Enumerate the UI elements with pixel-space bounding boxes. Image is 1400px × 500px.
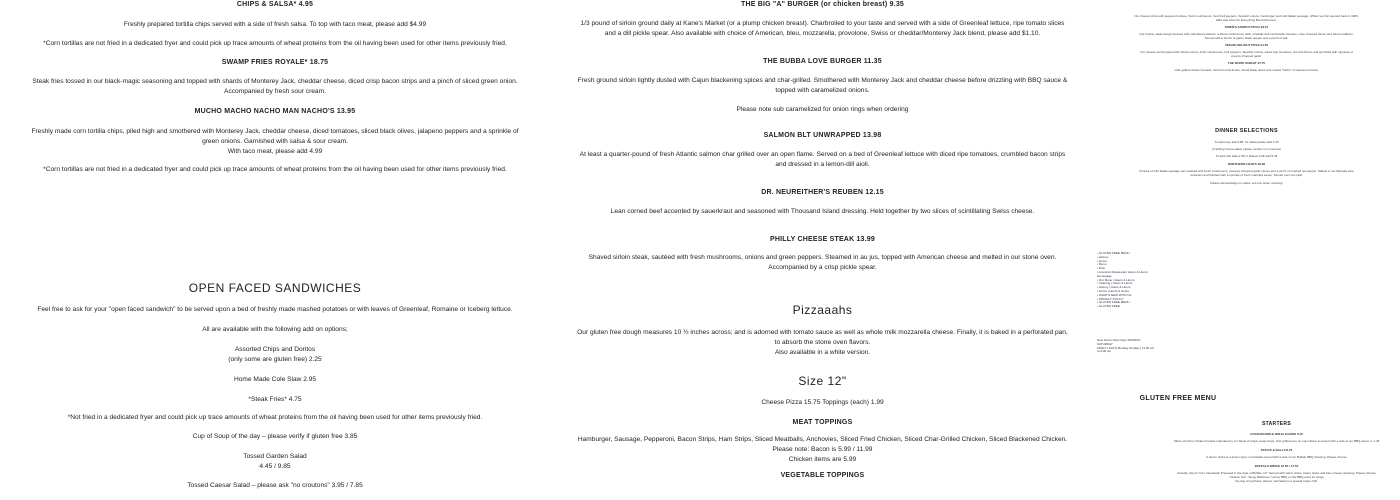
pizza-description: Our gluten free dough measures 10 ½ inches across; and is adorned with tomato sauce as well as whole milk mozzarella cheese. Finally, it is baked in a perforated pan, bbox=[577, 329, 1068, 336]
chips-salsa-description: Freshly prepared tortilla chips served with a side of fresh salsa. To top with taco meat, please add $4.99 bbox=[123, 21, 427, 28]
corn-tortilla-note-2: *Corn tortillas are not fried in a dedicated fryer and could pick up trace amounts of wheat proteins from the oil having been used for other items previously fried. bbox=[43, 166, 507, 173]
salmon-blt-heading: SALMON BLT UNWRAPPED 13.98 bbox=[763, 132, 882, 139]
dinner-selections-heading: DINNER SELECTIONS bbox=[1215, 128, 1278, 134]
chips-salsa-heading: CHIPS & SALSA* 4.95 bbox=[236, 1, 314, 8]
big-a-burger-description: 1/3 pound of sirloin ground daily at Kane's Market (or a plump chicken breast). Charbroiled to your taste and served with a side of Greenleaf lettuce, ripe tomato slices bbox=[580, 20, 1065, 27]
starters-block bbox=[1153, 421, 1400, 483]
tiny-line: Our cheese pizza with pepperoni slices, fresh mushrooms, fresh bell peppers, Spanish onions, hamburger and mild Italian sausage. (When we first opened back in 1984, bbox=[1134, 14, 1359, 18]
add-on-options: All are available with the following add on options; bbox=[202, 326, 348, 333]
nav-link[interactable]: • GLUTEN FREE MENU bbox=[1097, 301, 1157, 305]
left-menu-column bbox=[0, 0, 550, 491]
steak-fries: *Steak Fries* 4.75 bbox=[248, 396, 302, 403]
middle-menu-column bbox=[555, 0, 1090, 481]
tiny-line: (If adding house salad, please mention no croutons) bbox=[1211, 147, 1282, 151]
cole-slaw: Home Made Cole Slaw 2.95 bbox=[233, 376, 317, 383]
philly-description: Shaved sirloin steak, sautéed with fresh mushrooms, onions and green peppers. Steamed in au jus, topped with American cheese and melted in our stone oven. bbox=[588, 254, 1057, 261]
swamp-fries-description: Steak fries tossed in our black-magic seasoning and topped with shards of Monterey Jack, cheddar cheese, diced crisp bacon strips and a pinch of sliced green onion. bbox=[32, 78, 518, 85]
bubba-burger-heading: THE BUBBA LOVE BURGER 11.35 bbox=[763, 58, 882, 65]
pizza-specials-block bbox=[1093, 14, 1400, 72]
tiny-line: Actually, they're from Cleveland! Prepared in the style of Buffalo, NY. Served with carrot sticks, celery sticks and blue cheese dressing. Please choose bbox=[1177, 471, 1376, 475]
site-navigation-list bbox=[1097, 252, 1157, 354]
nav-link[interactable]: • Our Menu | Hours & Hours bbox=[1097, 279, 1157, 283]
tiny-line: Our cheese pizza topped with sliced onions, fresh mushrooms, bell peppers, Spanish onions, sliced ripe tomatoes, broccoli florets and sprinkled with toppings of bbox=[1140, 50, 1353, 54]
tiny-line: Chunks of mild Italian sausage pan sautéed with fresh mushrooms, coarsely chopped garlic cloves and a pinch of crushed red pepper. Slaked in our Marsala wine bbox=[1139, 169, 1354, 173]
dinner-selections-block bbox=[1093, 140, 1400, 185]
garden-salad-price: 4.45 / 9.85 bbox=[259, 463, 291, 470]
nav-link[interactable]: • GLUTEN FREE MENU bbox=[1097, 252, 1157, 256]
salmon-blt-description-2: and dressed in a lemon-dill aioli. bbox=[775, 161, 870, 168]
onion-rings-note: Please note sub caramelized for onion rings when ordering bbox=[736, 106, 909, 113]
tiny-heading: NORTHERN LIGHTS 18.99 bbox=[1227, 162, 1266, 166]
assorted-chips: Assorted Chips and Doritos bbox=[234, 346, 316, 353]
nav-link[interactable]: • American Restaurant Hours & Hours Homepage bbox=[1097, 271, 1157, 279]
chicken-items-note: Chicken items are 5.99 bbox=[788, 456, 857, 463]
vegetable-toppings-heading: VEGETABLE TOPPINGS bbox=[780, 472, 865, 479]
nachos-description: Freshly made corn tortilla chips, piled high and smothered with Monterey Jack, cheddar cheese, diced tomatoes, sliced black olives, jalapeno peppers and a sprinkle of bbox=[31, 128, 519, 135]
pizza-size: Size 12" bbox=[798, 374, 847, 388]
tiny-line: Please acknowledge no pasta; sub rice when ordering! bbox=[1210, 181, 1283, 185]
nav-link[interactable]: • History | Hours & Hours bbox=[1097, 286, 1157, 290]
right-menu-column bbox=[1093, 0, 1400, 483]
big-a-burger-heading: THE BIG "A" BURGER (or chicken breast) 9.35 bbox=[740, 1, 905, 8]
philly-description-2: Accompanied by a crisp pickle spear. bbox=[768, 264, 877, 271]
swamp-fries-description-2: Accompanied by fresh sour cream. bbox=[224, 88, 326, 95]
pizza-description-2: to absorb the stone oven flavors. bbox=[774, 339, 871, 346]
caesar-salad: Tossed Caesar Salad – please ask "no croutons" 3.95 / 7.85 bbox=[187, 482, 363, 489]
tiny-line: creamy chopped garlic. bbox=[1230, 54, 1262, 58]
nav-link[interactable]: • Home bbox=[1097, 260, 1157, 264]
nachos-description-2: green onions. Garnished with salsa & sour cream. bbox=[202, 138, 348, 145]
pizza-description-3: Also available in a white version. bbox=[774, 349, 871, 356]
tiny-line: "Classic Hot", Tangy Barbecue, Honey BBQ or Hot BBQ extra for wings bbox=[1229, 475, 1324, 479]
bubba-burger-description-2: topped with caramelized onions. bbox=[775, 87, 870, 94]
philly-heading: PHILLY CHEESE STEAK 13.99 bbox=[770, 236, 875, 243]
nav-link[interactable]: • Catering | Hours & Hours bbox=[1097, 282, 1157, 286]
pizza-heading: Pizzaaahs bbox=[792, 303, 853, 317]
tiny-line: To add cold slaw 2.95 or Deluxe Chili add 5.35 bbox=[1215, 154, 1278, 158]
tiny-line: reduction and finished with a sprinkle of fresh marinara sauce. Served over rice pilaf. bbox=[1190, 173, 1303, 177]
swamp-fries-heading: SWAMP FRIES ROYALE* 18.75 bbox=[221, 59, 329, 66]
hours-line-2: OPEN 7 DAYS Monday-Sunday | 11:00 am to 9:00 pm bbox=[1097, 345, 1155, 354]
open-faced-description: Feel free to ask for your "open faced sandwich" to be served upon a bed of freshly made mashed potatoes or with leaves of Greenleaf, Romaine or Iceberg lettuce. bbox=[37, 306, 513, 313]
tiny-line: chile grilled chicken breasts, fresh broccoli florets, sliced black olives and melted "blobs" of seasoned ricotta. bbox=[1174, 68, 1319, 72]
cheese-pizza-price: Cheese Pizza 15.75 Toppings (each) 1.99 bbox=[761, 399, 884, 406]
nav-link[interactable]: • Home | Hours & Hours bbox=[1097, 290, 1157, 294]
hours-line: New Hours Now Open MONDAY-SATURDAY bbox=[1097, 337, 1142, 346]
starters-heading: STARTERS bbox=[1262, 421, 1291, 427]
nav-link[interactable]: • PRIVACY POLICY bbox=[1097, 298, 1157, 302]
reuben-description: Lean corned beef accented by sauerkraut and seasoned with Thousand Island dressing. Held together by two slices of scintillating Swiss cheese. bbox=[610, 208, 1035, 215]
nav-link[interactable]: • History bbox=[1097, 256, 1157, 260]
tiny-line: A dozen sticks & a dozen spicy mozzarella served with a side of our Buffalo BBQ dressing. Please choose bbox=[1206, 455, 1347, 459]
nav-link[interactable]: • WHAT'S NEW WITH US bbox=[1097, 294, 1157, 298]
corn-tortilla-note: *Corn tortillas are not fried in a dedicated fryer and could pick up trace amounts of wheat proteins from the oil having been used for other items previously fried. bbox=[43, 40, 507, 47]
nav-link[interactable]: • Dine bbox=[1097, 267, 1157, 271]
tiny-line: Strips of plump chicken breasts marinated in our blend of Cajun seasonings, char grilled over an open flame & served with a side of our BBQ sauce or 1.45 bbox=[1173, 439, 1380, 443]
fried-note: *Not fried in a dedicated fryer and could pick up trace amounts of wheat proteins from the oil having been used for other items previously fried. bbox=[67, 414, 483, 421]
meat-toppings-list: Hamburger, Sausage, Pepperoni, Bacon Strips, Ham Strips, Sliced Meatballs, Anchovies, Sliced Fried Chicken, Sliced Char-Grilled Chicken, Sliced Blackened Chicken. bbox=[577, 436, 1068, 443]
tiny-line: the day of purchase, flavors marinated in a special Cajun chili. bbox=[1235, 479, 1318, 483]
nachos-heading: MUCHO MACHO NACHO MAN NACHO'S 13.95 bbox=[194, 108, 356, 115]
assorted-chips-note: (only some are gluten free) 2.25 bbox=[228, 356, 322, 363]
tiny-line: Our freshly made dough dressed with marinated potatoes, a blend of Monterey Jack, cheddar and mozzarella cheeses, crisp chopped bacon and sliced scallions. bbox=[1139, 32, 1354, 36]
tiny-heading: VEGGIE DELIGHT PIZZA 21.65 bbox=[1224, 43, 1269, 47]
tiny-line: Served with a bunch of garlic, black pepper and a pinch of salt. bbox=[1204, 36, 1289, 40]
nav-link[interactable]: • Menu bbox=[1097, 263, 1157, 267]
gluten-free-menu-heading: GLUTEN FREE MENU bbox=[1139, 395, 1217, 402]
nav-link[interactable]: • GLUTEN FREE bbox=[1097, 305, 1157, 309]
reuben-heading: DR. NEUREITHER'S REUBEN 12.15 bbox=[761, 189, 884, 196]
soup-of-day: Cup of Soup of the day – please verify if gluten free 3.85 bbox=[192, 433, 358, 440]
salmon-blt-description: At least a quarter-pound of fresh Atlantic salmon char grilled over an open flame. Served on a bed of Greenleaf lettuce with diced ripe tomatoes, crumbled bacon strips bbox=[579, 151, 1066, 158]
open-faced-heading: OPEN FACED SANDWICHES bbox=[188, 281, 362, 295]
tiny-line: EBA was short for Everything But Anchovies). bbox=[1216, 18, 1277, 22]
tiny-heading: BUFFALO WINGS 12.65 / 17.55 bbox=[1254, 464, 1299, 468]
garden-salad: Tossed Garden Salad bbox=[243, 453, 307, 460]
nachos-description-3: With taco meat, please add 4.99 bbox=[227, 148, 323, 155]
bubba-burger-description: Fresh ground sirloin lightly dusted with Cajun blackening spices and char-grilled. Smothered with Monterey Jack and cheddar cheese before drizzling with BBQ sauce & bbox=[577, 77, 1068, 84]
tiny-heading: COCKADOODLE-DIDJA KAAWK 8.15 bbox=[1250, 432, 1303, 436]
tiny-line: To add soup add 3.85; for salad please add 4.45 bbox=[1214, 140, 1279, 144]
tiny-heading: STICKS & BALLS 8.75 bbox=[1260, 448, 1293, 452]
meat-toppings-heading: MEAT TOPPINGS bbox=[792, 419, 853, 426]
meat-toppings-note: Please note: Bacon is 5.99 / 11.99 bbox=[772, 446, 873, 453]
tiny-heading: OWEN'S FAMOUS PIZZA 23.15 bbox=[1224, 25, 1269, 29]
tiny-heading: THE WHITE KNIGHT 27.75 bbox=[1227, 61, 1266, 65]
big-a-burger-description-2: and a dill pickle spear. Also available with choice of American, bleu, mozzarella, provolone, Swiss or cheddar/Monterey Jack blend, please add $1.10. bbox=[604, 30, 1041, 37]
